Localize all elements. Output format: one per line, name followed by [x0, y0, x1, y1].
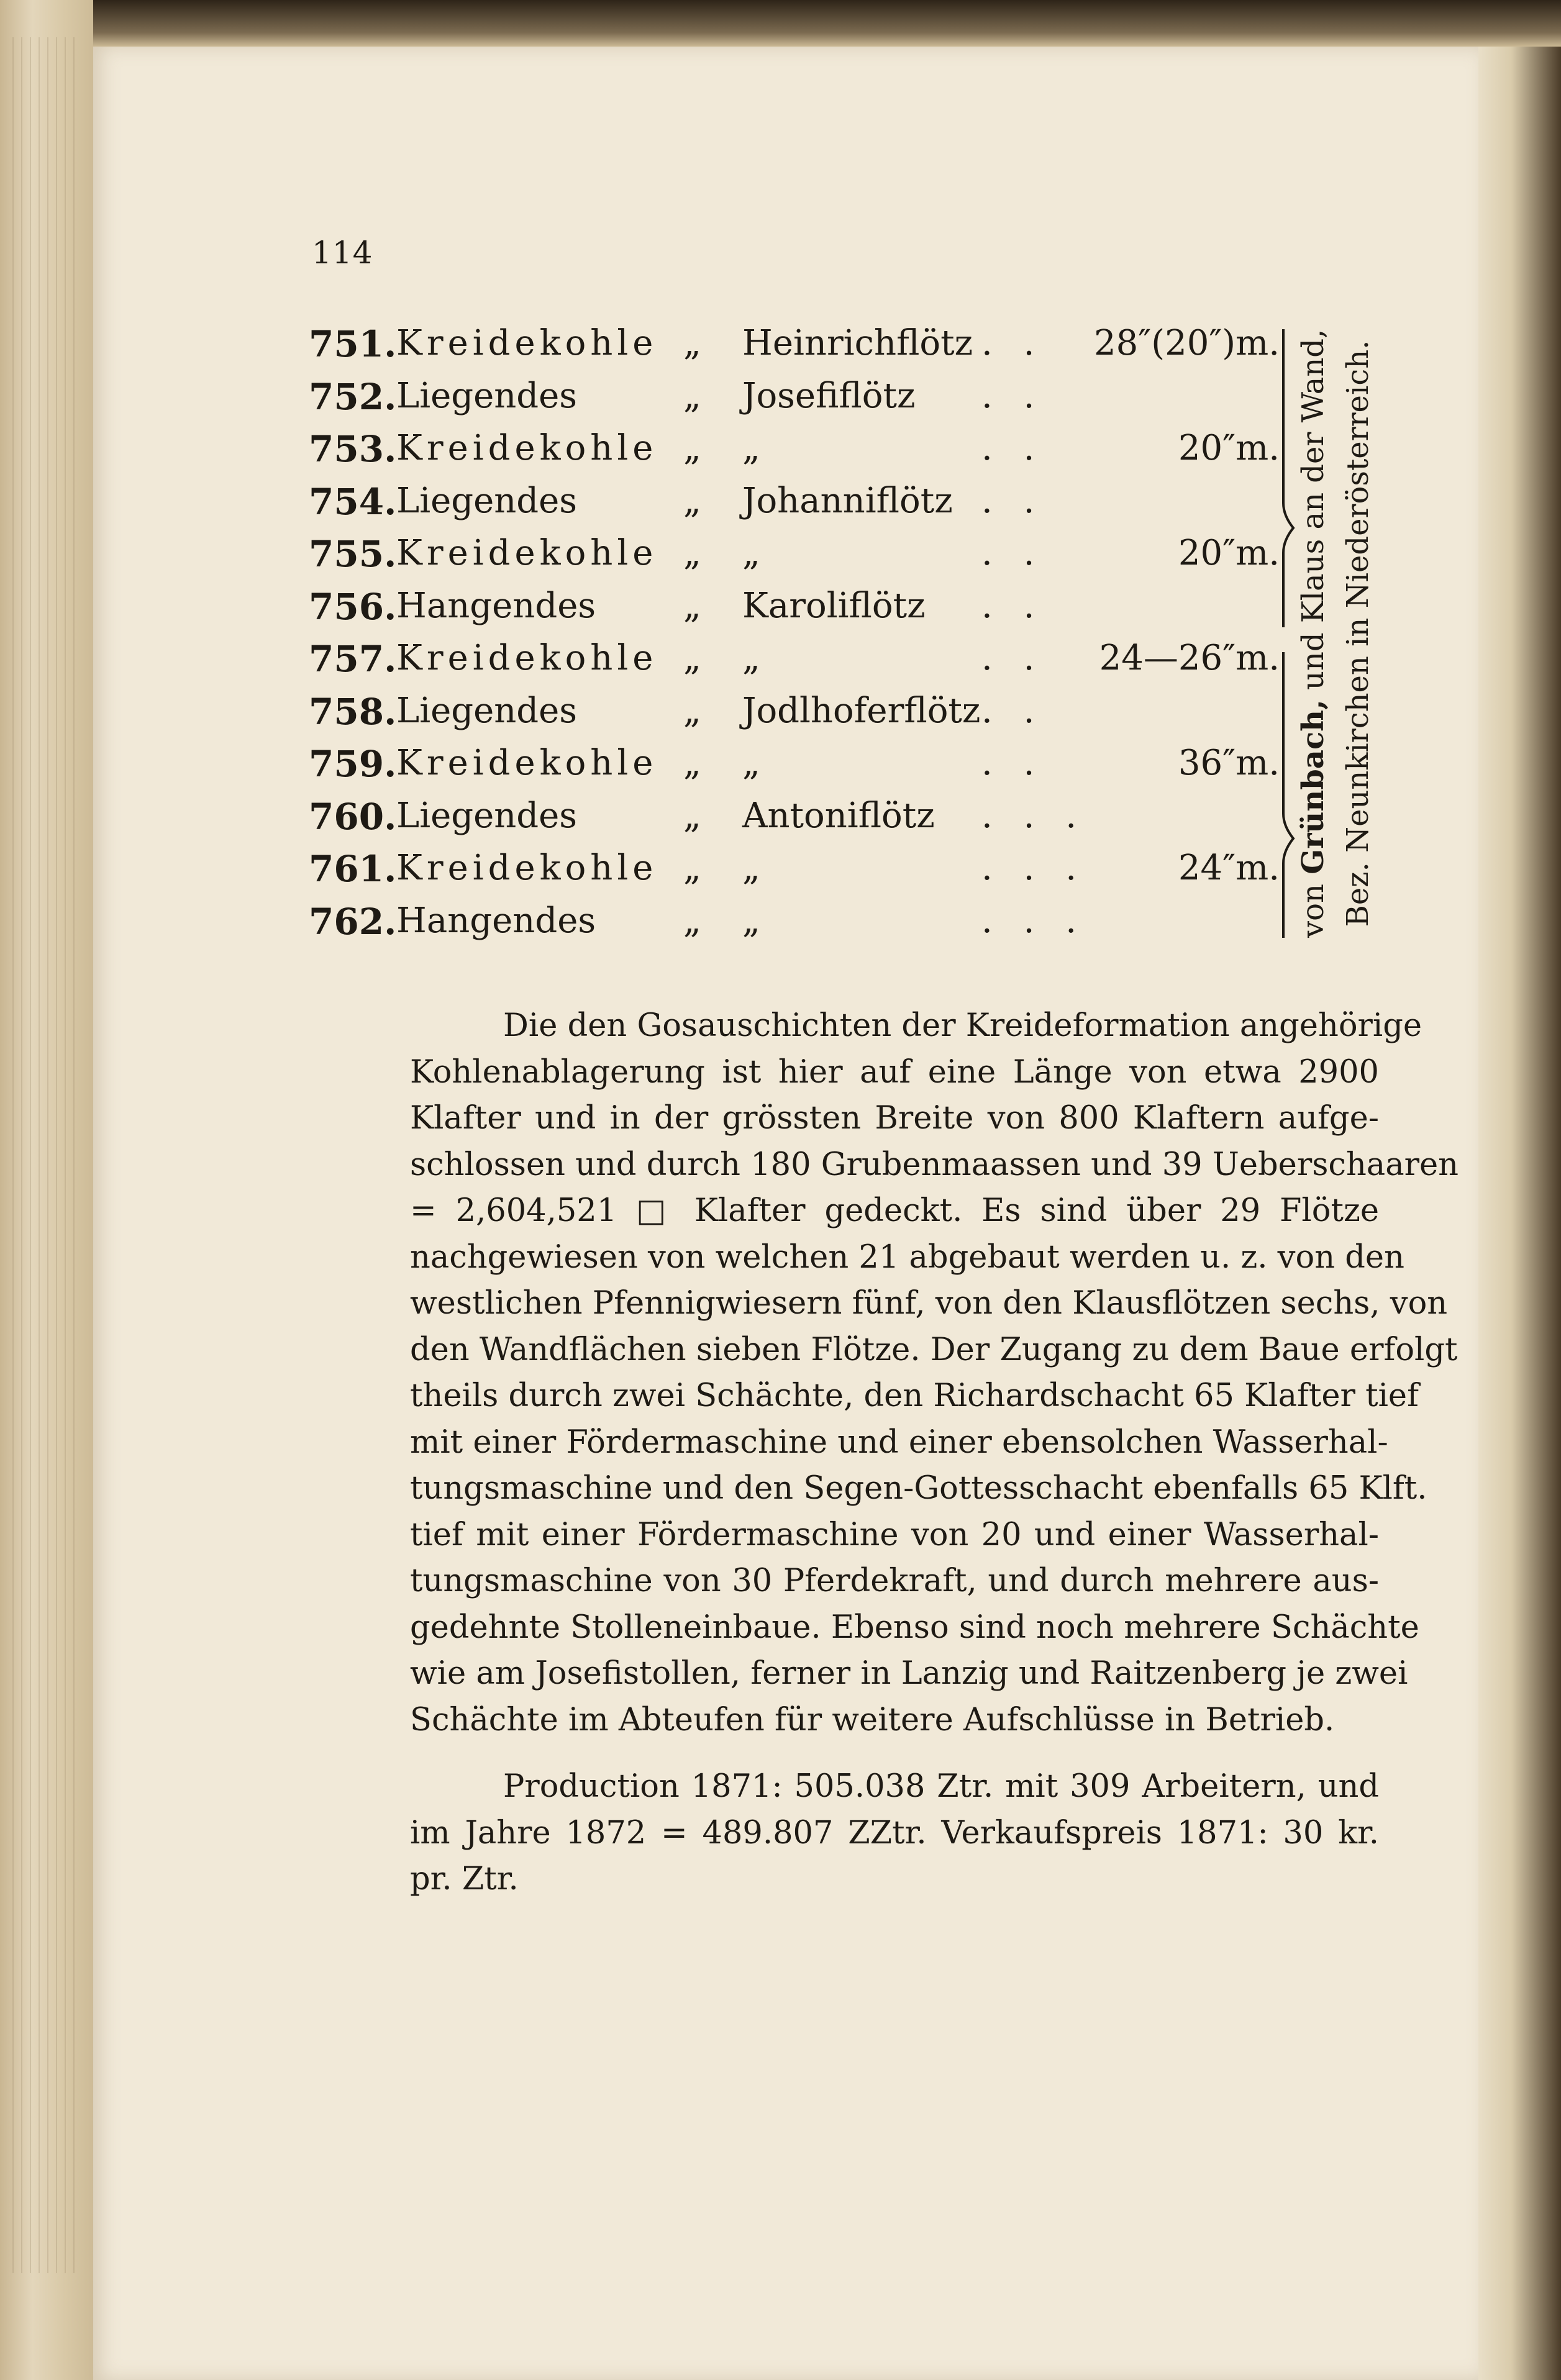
leader-dots: . .	[981, 585, 1045, 626]
ditto-mark: „	[683, 533, 702, 573]
ditto-mark: „	[683, 585, 702, 626]
row-number: 756.	[309, 585, 397, 628]
text-line: mit einer Fördermaschine und einer ebensolchen Wasserhal-	[410, 1424, 1388, 1461]
layer-name: Hangendes	[396, 900, 596, 941]
text-line: tungsmaschine und den Segen-Gottesschacht ebenfalls 65 Klft.	[410, 1470, 1427, 1507]
seam-name: Josefiflötz	[742, 375, 916, 416]
ditto-mark: „	[683, 323, 702, 363]
table-row	[0, 481, 1280, 530]
leader-dots: . .	[981, 533, 1045, 573]
page-right-edge	[1478, 47, 1561, 2380]
leader-dots: . .	[981, 480, 1045, 521]
leader-dots: . .	[981, 743, 1045, 783]
leader-dots: . .	[981, 375, 1045, 416]
location-side-note	[1285, 329, 1387, 938]
leader-dots: . . .	[981, 848, 1087, 888]
thickness-value: 20″m.	[1178, 533, 1280, 573]
layer-name: Kreidekohle	[396, 323, 658, 363]
production-paragraph	[410, 1764, 1379, 1903]
row-number: 755.	[309, 533, 397, 575]
page-number: 114	[312, 235, 373, 271]
seam-name: Antoniflötz	[742, 795, 935, 836]
seam-name: Johanniflötz	[742, 480, 953, 521]
text-line: Schächte im Abteufen für weitere Aufschlüsse in Betrieb.	[410, 1701, 1335, 1738]
row-number: 757.	[309, 638, 397, 680]
layer-name: Kreidekohle	[396, 533, 658, 573]
ditto-mark: „	[683, 690, 702, 731]
book-top-edge	[0, 0, 1561, 47]
table-row	[0, 323, 1280, 373]
row-number: 751.	[309, 323, 397, 365]
side-note-prefix: von	[1296, 884, 1331, 938]
table-row	[0, 796, 1280, 845]
leader-dots: . .	[981, 690, 1045, 731]
leader-dots: . .	[981, 638, 1045, 678]
seam-name: Karoliflötz	[742, 585, 926, 626]
leader-dots: . . .	[981, 900, 1087, 941]
row-number: 752.	[309, 375, 397, 418]
spine-texture	[12, 37, 81, 2273]
thickness-value: 20″m.	[1178, 428, 1280, 468]
leader-dots: . .	[981, 323, 1045, 363]
description-paragraph	[410, 1003, 1459, 1743]
side-note-place: Grünbach,	[1296, 699, 1331, 874]
ditto-mark: „	[683, 900, 702, 941]
layer-name: Kreidekohle	[396, 428, 658, 468]
seam-name: „	[742, 428, 761, 468]
table-row	[0, 533, 1280, 583]
seam-name: Heinrichflötz	[742, 323, 973, 363]
thickness-value: 28″(20″)m.	[1094, 323, 1280, 363]
text-line: pr. Ztr.	[410, 1861, 519, 1897]
text-line: Kohlenablagerung ist hier auf eine Länge von etwa 2900	[410, 1053, 1379, 1091]
text-line: Production 1871: 505.038 Ztr. mit 309 Arbeitern, und	[503, 1768, 1379, 1805]
text-line: tief mit einer Fördermaschine von 20 und einer Wasserhal-	[410, 1516, 1379, 1553]
seam-name: „	[742, 743, 761, 783]
ditto-mark: „	[683, 375, 702, 416]
seam-name: „	[742, 900, 761, 941]
side-note-line1-rest: und Klaus an der Wand,	[1296, 329, 1331, 690]
text-line: westlichen Pfennigwiesern fünf, von den Klausflötzen sechs, von	[410, 1285, 1448, 1322]
side-note-rotated-text	[1291, 329, 1380, 938]
layer-name: Kreidekohle	[396, 848, 658, 888]
ditto-mark: „	[683, 480, 702, 521]
seam-name: „	[742, 638, 761, 678]
text-line: Die den Gosauschichten der Kreideformation angehörige	[503, 1007, 1422, 1044]
ditto-mark: „	[683, 638, 702, 678]
row-number: 759.	[309, 743, 397, 785]
seam-name: „	[742, 848, 761, 888]
leader-dots: . . .	[981, 795, 1087, 836]
row-number: 762.	[309, 900, 397, 943]
table-row	[0, 428, 1280, 478]
table-row	[0, 586, 1280, 635]
table-row	[0, 901, 1280, 950]
table-row	[0, 691, 1280, 740]
text-line: wie am Josefistollen, ferner in Lanzig und Raitzenberg je zwei	[410, 1655, 1408, 1692]
ditto-mark: „	[683, 743, 702, 783]
text-line: im Jahre 1872 = 489.807 ZZtr. Verkaufspreis 1871: 30 kr.	[410, 1814, 1379, 1851]
text-line: den Wandflächen sieben Flötze. Der Zugang zu dem Baue erfolgt	[410, 1331, 1458, 1368]
table-row	[0, 376, 1280, 425]
text-line: tungsmaschine von 30 Pferdekraft, und durch mehrere aus-	[410, 1563, 1379, 1599]
table-row	[0, 638, 1280, 688]
row-number: 760.	[309, 795, 397, 838]
text-line: theils durch zwei Schächte, den Richardschacht 65 Klafter tief	[410, 1378, 1419, 1414]
row-number: 761.	[309, 848, 397, 890]
side-note-line2: Bez. Neunkirchen in Niederösterreich.	[1340, 340, 1375, 927]
row-number: 758.	[309, 690, 397, 733]
text-line: Klafter und in der grössten Breite von 800 Klaftern aufge-	[410, 1100, 1379, 1137]
ditto-mark: „	[683, 848, 702, 888]
table-row	[0, 743, 1280, 793]
thickness-value: 24—26″m.	[1099, 638, 1280, 678]
seam-name: Jodlhoferflötz	[742, 690, 981, 731]
leader-dots: . .	[981, 428, 1045, 468]
ditto-mark: „	[683, 428, 702, 468]
table-row	[0, 848, 1280, 897]
thickness-value: 24″m.	[1178, 848, 1280, 888]
row-number: 753.	[309, 428, 397, 470]
thickness-value: 36″m.	[1178, 743, 1280, 783]
layer-name: Liegendes	[396, 375, 578, 416]
text-line: gedehnte Stolleneinbaue. Ebenso sind noch mehrere Schächte	[410, 1609, 1419, 1646]
layer-name: Kreidekohle	[396, 743, 658, 783]
text-line: = 2,604,521 □ Klafter gedeckt. Es sind über 29 Flötze	[410, 1192, 1379, 1229]
seam-name: „	[742, 533, 761, 573]
layer-name: Hangendes	[396, 585, 596, 626]
row-number: 754.	[309, 480, 397, 523]
layer-name: Liegendes	[396, 480, 578, 521]
layer-name: Liegendes	[396, 690, 578, 731]
layer-name: Kreidekohle	[396, 638, 658, 678]
ditto-mark: „	[683, 795, 702, 836]
text-line: nachgewiesen von welchen 21 abgebaut werden u. z. von den	[410, 1238, 1404, 1276]
layer-name: Liegendes	[396, 795, 578, 836]
text-line: schlossen und durch 180 Grubenmaassen und 39 Ueberschaaren	[410, 1146, 1459, 1183]
